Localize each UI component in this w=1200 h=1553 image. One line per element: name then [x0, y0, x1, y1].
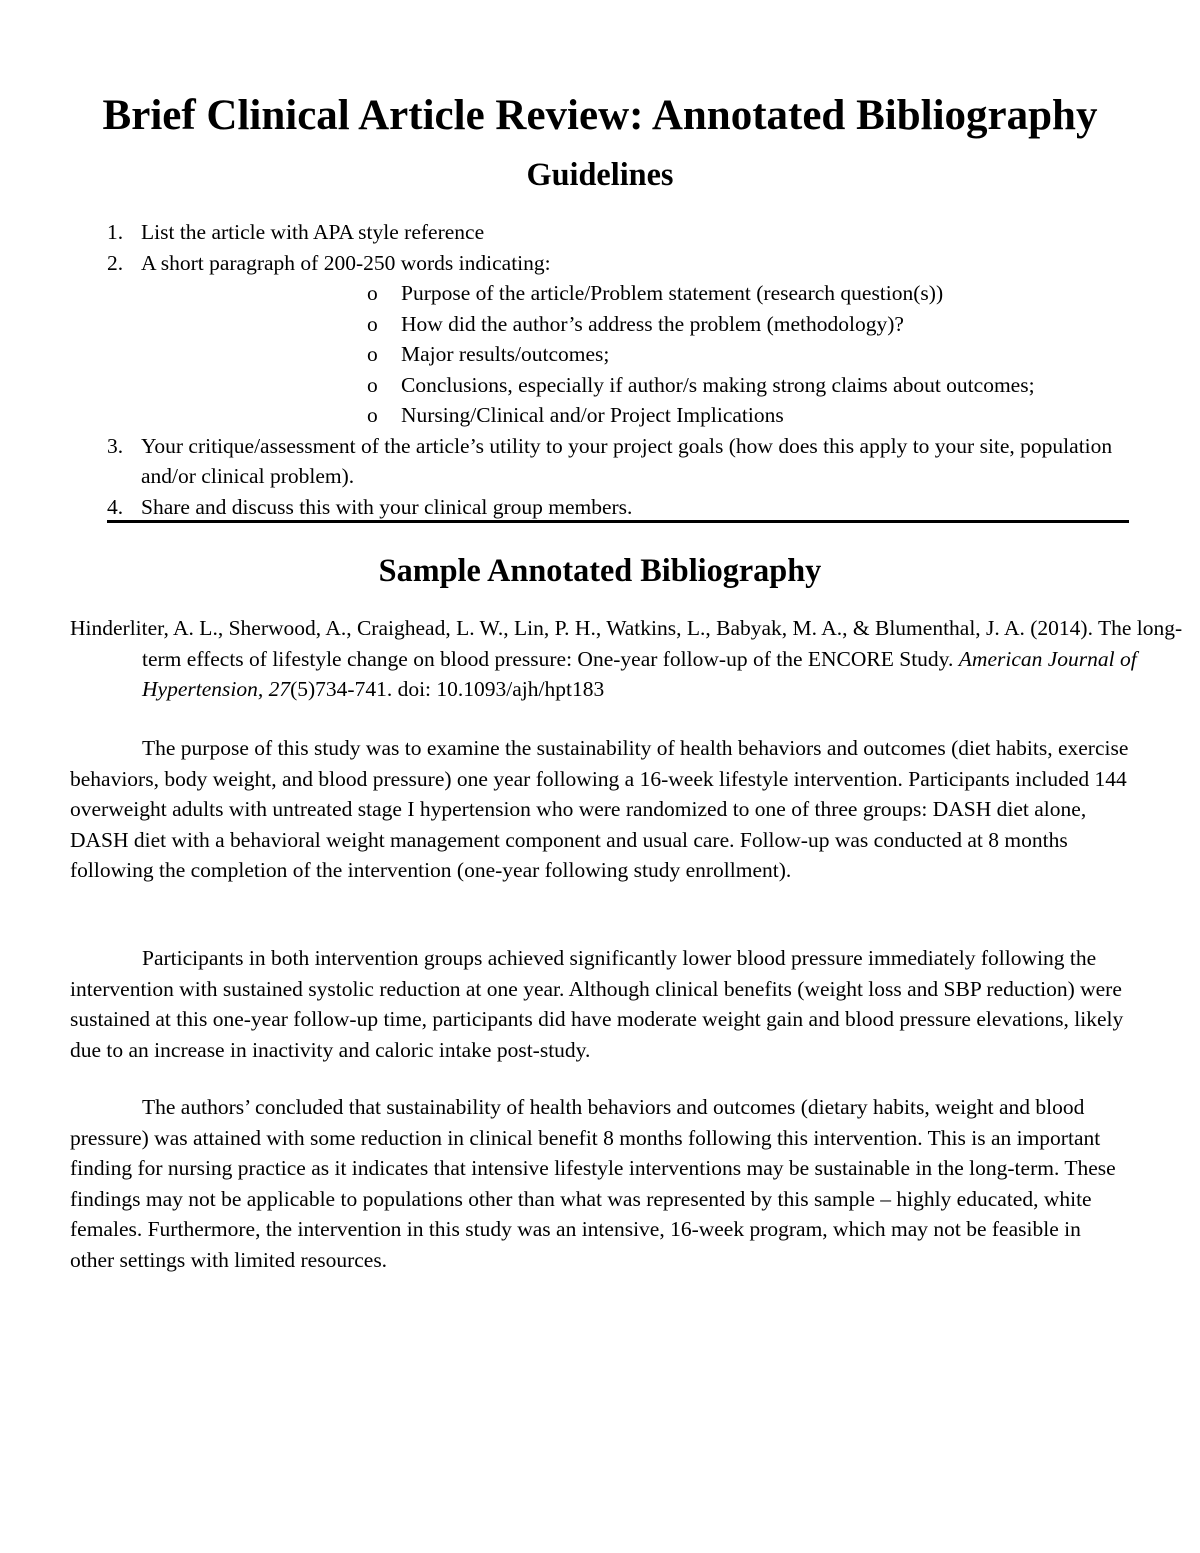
- annotation-paragraph-results: Participants in both intervention groups achieved significantly lower blood pressure immediately following the intervention with sustained systolic reduction at one year. Although clinical benefits (weight loss and SBP reduction) were sustained at this one-year follow-up time, participants did have moderate weight gain and blood pressure elevations, likely due to an increase in inactivity and caloric intake post-study.: [70, 946, 1124, 1062]
- reference-citation: Hinderliter, A. L., Sherwood, A., Craighead, L. W., Lin, P. H., Watkins, L., Babyak, M. A., & Blumenthal, J. A. (2014). The long-term effects of lifestyle change on blood pressure: One-year follow-up of the ENCORE Study.: [70, 616, 1183, 671]
- document-title: Brief Clinical Article Review: Annotated Bibliography: [102, 92, 1098, 139]
- guideline-number: 1.: [107, 220, 124, 244]
- apa-reference: [70, 613, 1200, 705]
- sample-heading: Sample Annotated Bibliography: [378, 552, 822, 588]
- section-divider: [107, 520, 1129, 523]
- guidelines-list: [107, 217, 1129, 522]
- sub-item-text: Major results/outcomes;: [401, 342, 610, 366]
- guideline-number: 3.: [107, 433, 124, 458]
- sub-item-text: Purpose of the article/Problem statement (research question(s)): [401, 281, 944, 305]
- sub-list-item: [107, 400, 1129, 431]
- guideline-item: [107, 492, 1129, 523]
- guideline-item: [107, 248, 1129, 279]
- guideline-item: [107, 431, 1129, 492]
- bullet-icon: o: [367, 311, 378, 336]
- bullet-icon: o: [367, 372, 378, 397]
- sub-item-text: Nursing/Clinical and/or Project Implications: [401, 403, 784, 427]
- sub-item-text: Conclusions, especially if author/s making strong claims about outcomes;: [401, 372, 1035, 397]
- annotation-paragraph-conclusions: The authors’ concluded that sustainability of health behaviors and outcomes (dietary habits, weight and blood pressure) was attained with some reduction in clinical benefit 8 months following this intervention. This is an important finding for nursing practice as it indicates that intensive lifestyle interventions may be sustainable in the long-term. These findings may not be applicable to populations other than what was represented by this sample – highly educated, white females. Furthermore, the intervention in this study was an intensive, 16-week program, which may not be feasible in other settings with limited resources.: [70, 1095, 1116, 1272]
- reference-journal: American Journal of Hypertension, 27: [142, 646, 1137, 701]
- guideline-sub-list: [107, 278, 1129, 431]
- guideline-item: [107, 217, 1129, 248]
- guideline-number: 4.: [107, 494, 124, 519]
- sub-list-item: [107, 278, 1129, 309]
- annotation-paragraph-purpose: The purpose of this study was to examine the sustainability of health behaviors and outcomes (diet habits, exercise behaviors, body weight, and blood pressure) one year following a 16-week lifestyle intervention. Participants included 144 overweight adults with untreated stage I hypertension who were randomized to one of three groups: DASH diet alone, DASH diet with a behavioral weight management component and usual care. Follow-up was conducted at 8 months following the completion of the intervention (one-year following study enrollment).: [70, 736, 1129, 882]
- sub-list-item: [107, 339, 1129, 370]
- guideline-number: 2.: [107, 250, 124, 275]
- bullet-icon: o: [367, 403, 378, 427]
- sub-list-item: [107, 309, 1129, 340]
- reference-issue-doi: (5)734-741. doi: 10.1093/ajh/hpt183: [290, 677, 605, 701]
- guidelines-heading: Guidelines: [526, 156, 674, 192]
- bullet-icon: o: [367, 281, 378, 305]
- sub-list-item: [107, 370, 1129, 401]
- guideline-text: List the article with APA style reference: [141, 220, 485, 244]
- sub-item-text: How did the author’s address the problem (methodology)?: [401, 311, 904, 336]
- guideline-text: Your critique/assessment of the article’s utility to your project goals (how does this apply to your site, population and/or clinical problem).: [141, 433, 1113, 488]
- bullet-icon: o: [367, 342, 378, 366]
- guideline-text: A short paragraph of 200-250 words indicating:: [141, 250, 551, 275]
- guideline-text: Share and discuss this with your clinical group members.: [141, 494, 633, 519]
